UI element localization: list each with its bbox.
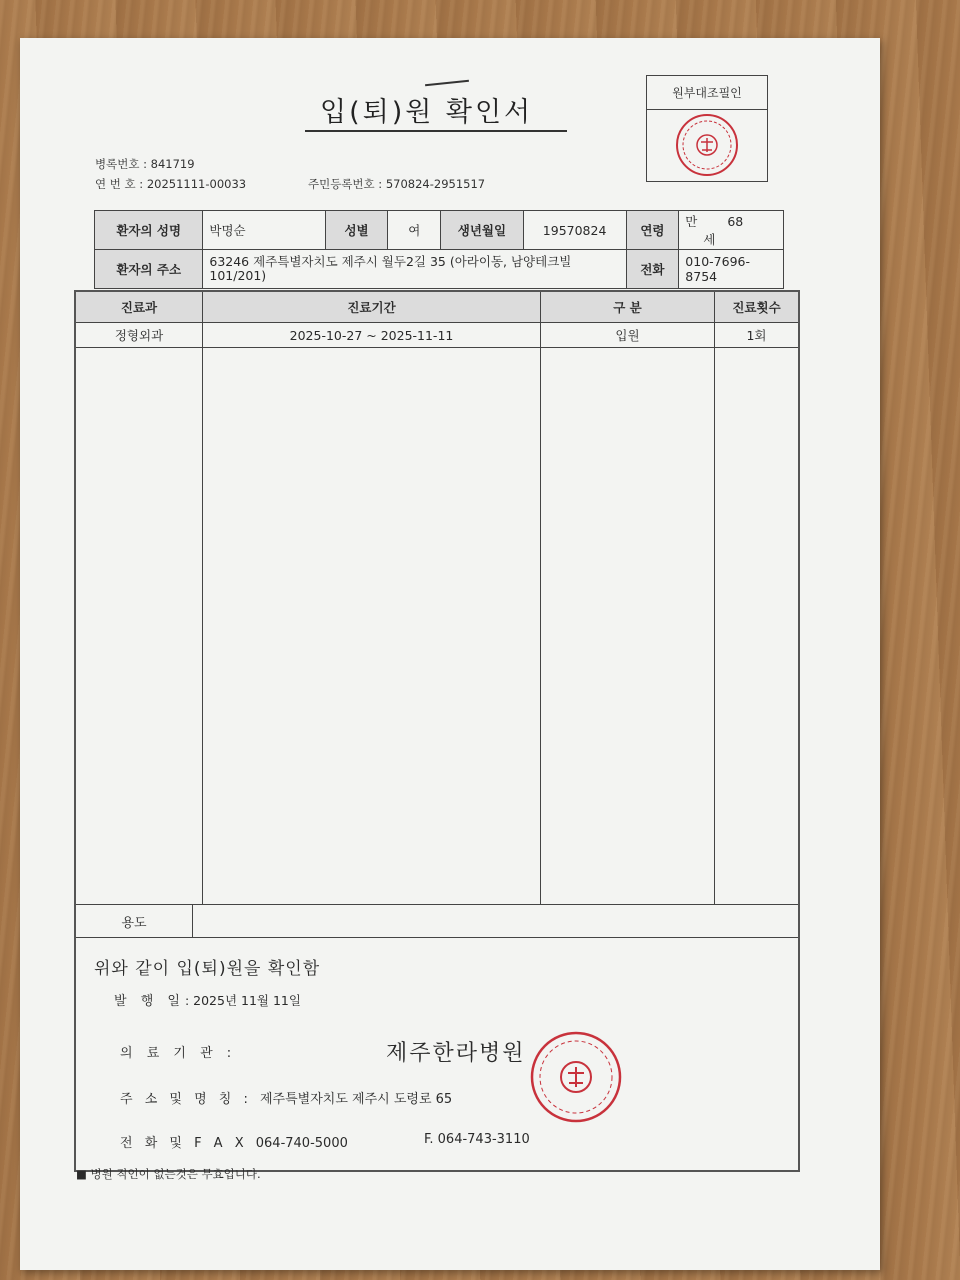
certification-statement: 위와 같이 입(퇴)원을 확인함 <box>94 959 321 979</box>
column-divider <box>202 292 203 904</box>
institution-fax: F. 064-743-3110 <box>424 1132 530 1147</box>
footnote: ■ 병원 직인이 없는것은 무효입니다. <box>76 1167 261 1181</box>
header-category: 구 분 <box>541 292 714 323</box>
column-divider <box>540 292 541 904</box>
age-prefix: 만 <box>685 214 698 229</box>
patient-address: 63246 제주특별자치도 제주시 월두2길 35 (아라이동, 남양테크빌 101/201) <box>203 250 626 289</box>
institution-phone-row <box>120 1132 348 1151</box>
resident-number: 주민등록번호 : 570824-2951517 <box>308 177 486 191</box>
issue-date: : 2025년 11월 11일 <box>184 993 301 1008</box>
institution-phone: 064-740-5000 <box>255 1136 348 1151</box>
age-label: 연령 <box>626 211 679 250</box>
row-category: 입원 <box>541 323 714 348</box>
patient-name: 박명순 <box>203 211 325 250</box>
address-label-text: 주 소 및 명 칭 : <box>120 1092 252 1107</box>
column-divider <box>714 292 715 904</box>
header-period: 진료기간 <box>203 292 540 323</box>
phone-label: 전화 <box>626 250 679 289</box>
patient-phone: 010-7696-8754 <box>679 250 784 289</box>
row-visits: 1회 <box>715 323 798 348</box>
serial-number: 연 번 호 : 20251111-00033 <box>95 177 247 191</box>
issue-date-row <box>114 990 301 1009</box>
hospital-seal-icon <box>647 110 767 180</box>
institution-address: 제주특별자치도 제주시 도령로 65 <box>259 1092 453 1107</box>
row-department: 정형외과 <box>76 323 202 348</box>
document-title: 입(퇴)원 확인서 <box>320 97 534 128</box>
record-number: 병록번호 : 841719 <box>95 157 195 171</box>
phone-label-text: 전 화 및 F A X <box>120 1136 248 1151</box>
header-department: 진료과 <box>76 292 202 323</box>
confirm-stamp-box <box>646 75 768 182</box>
patient-sex: 여 <box>388 211 441 250</box>
treatment-frame <box>74 290 800 1172</box>
column-divider <box>192 904 193 937</box>
patient-info-table <box>94 210 784 289</box>
age-value: 68 <box>727 214 744 229</box>
purpose-label: 용도 <box>121 915 147 931</box>
sex-label: 성별 <box>325 211 388 250</box>
title-underline <box>305 130 567 132</box>
institution-address-row <box>120 1088 452 1107</box>
age-suffix: 세 <box>703 232 716 247</box>
institution-label: 의 료 기 관 : <box>120 1046 237 1061</box>
header-visits: 진료횟수 <box>715 292 798 323</box>
patient-age <box>679 211 784 250</box>
confirm-label: 원부대조필인 <box>647 76 767 110</box>
row-period: 2025-10-27 ~ 2025-11-11 <box>203 323 540 348</box>
issue-label: 발 행 일 <box>114 994 185 1009</box>
birth-label: 생년월일 <box>441 211 524 250</box>
row-divider <box>76 937 798 938</box>
hospital-seal-icon <box>521 1022 631 1132</box>
address-label: 환자의 주소 <box>95 250 203 289</box>
institution-name: 제주한라병원 <box>386 1041 526 1066</box>
patient-birth: 19570824 <box>523 211 626 250</box>
name-label: 환자의 성명 <box>95 211 203 250</box>
